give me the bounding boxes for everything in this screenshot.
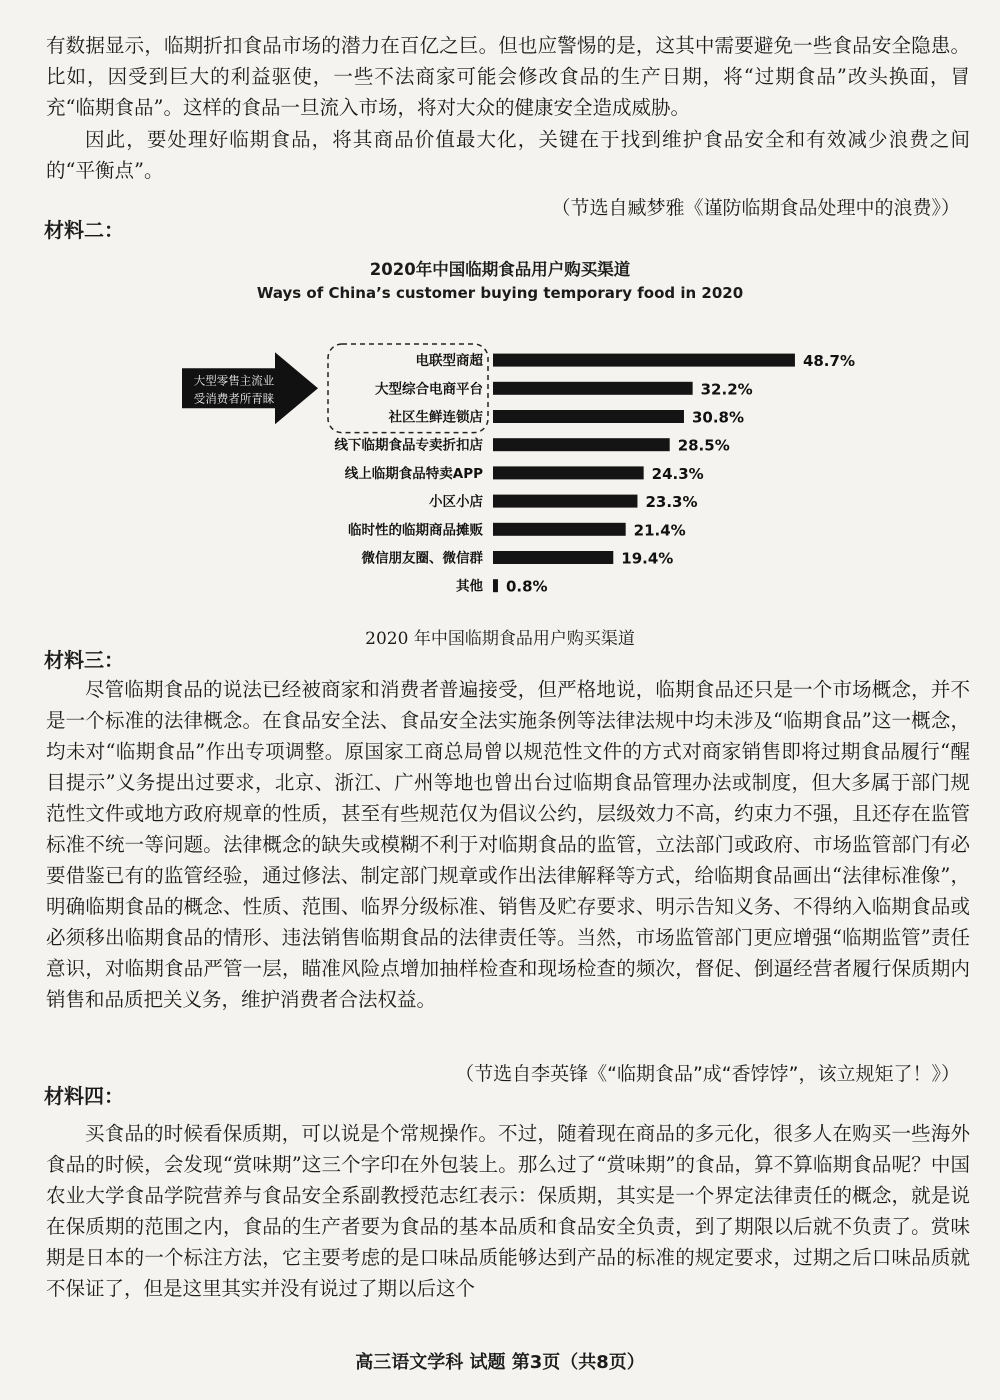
chart-category-label: 线上临期食品特卖APP bbox=[344, 465, 483, 482]
page-footer: 高三语文学科 试题 第3页（共8页） bbox=[355, 1352, 645, 1373]
material-3-source: （节选自李英锋《“临期食品”成“香饽饽”，该立规矩了！》） bbox=[455, 1063, 960, 1085]
chart-caption: 2020 年中国临期食品用户购买渠道 bbox=[365, 629, 635, 649]
chart-value-label: 48.7% bbox=[802, 352, 855, 371]
chart-annotation-arrow bbox=[182, 352, 318, 424]
chart-value-label: 30.8% bbox=[691, 408, 745, 427]
chart-category-label: 电联型商超 bbox=[415, 353, 483, 370]
chart-bar bbox=[493, 466, 644, 479]
chart-bar bbox=[493, 410, 684, 423]
chart-value-label: 28.5% bbox=[677, 436, 730, 455]
material-4-paragraph: 买食品的时候看保质期，可以说是个常规操作。不过，随着现在商品的多元化，很多人在购买一些海外食品的时候，会发现“赏味期”这三个字印在外包装上。那么过了“赏味期”的食品，算不算临期食品呢？中国农业大学食品学院营养与食品安全系副教授范志红表示：保质期，其实是一个界定法律责任的概念，就是说在保质期的范围之内，食品的生产者要为食品的基本品质和食品安全负责，到了期限以后就不负责了。赏味期是日本的一个标注方法，它主要考虑的是口味品质能够达到产品的标准的规定要求，过期之后口味品质就不保证了，但是这里其实并没有说过了期以后这个 bbox=[46, 1122, 970, 1300]
intro-paragraph-2: 因此，要处理好临期食品，将其商品价值最大化，关键在于找到维护食品安全和有效减少浪费之间的“平衡点”。 bbox=[46, 128, 970, 182]
material-3-heading: 材料三： bbox=[44, 648, 124, 672]
chart-bar bbox=[493, 551, 613, 564]
material-4-heading: 材料四： bbox=[44, 1084, 124, 1108]
chart-bar bbox=[493, 495, 637, 508]
chart-value-label: 32.2% bbox=[700, 380, 753, 399]
chart-category-label: 临时性的临期商品摊贩 bbox=[348, 522, 483, 539]
chart-annotation-text: 大型零售主流业 bbox=[193, 373, 275, 388]
chart-value-label: 24.3% bbox=[651, 464, 704, 483]
intro-paragraph-1: 有数据显示，临期折扣食品市场的潜力在百亿之巨。但也应警惕的是，这其中需要避免一些食品安全隐患。比如，因受到巨大的利益驱使，一些不法商家可能会修改食品的生产日期，将“过期食品”改头换面，冒充“临期食品”。这样的食品一旦流入市场，将对大众的健康安全造成威胁。 bbox=[46, 34, 970, 119]
chart-bar bbox=[493, 354, 795, 367]
chart-category-label: 小区小店 bbox=[429, 494, 483, 511]
chart-value-label: 0.8% bbox=[505, 577, 548, 596]
material-2-heading: 材料二： bbox=[44, 218, 124, 242]
chart-bar bbox=[493, 438, 670, 451]
chart-bar bbox=[493, 382, 693, 395]
chart-category-label: 其他 bbox=[456, 578, 483, 595]
chart-subtitle: Ways of China’s customer buying temporary food in 2020 bbox=[256, 284, 744, 302]
chart-category-label: 社区生鲜连锁店 bbox=[388, 409, 483, 426]
purchase-channel-bar-chart bbox=[0, 330, 1000, 610]
chart-annotation-text: 受消费者所青睐 bbox=[193, 391, 275, 406]
chart-category-label: 线下临期食品专卖折扣店 bbox=[334, 437, 483, 454]
chart-value-label: 19.4% bbox=[621, 549, 674, 568]
chart-value-label: 23.3% bbox=[645, 493, 698, 512]
chart-title: 2020年中国临期食品用户购买渠道 bbox=[369, 260, 631, 279]
chart-category-label: 微信朋友圈、微信群 bbox=[361, 550, 483, 567]
chart-value-label: 21.4% bbox=[633, 521, 686, 540]
chart-bar bbox=[493, 523, 626, 536]
intro-source: （节选自臧梦雅《谨防临期食品处理中的浪费》） bbox=[551, 197, 960, 219]
chart-bar bbox=[493, 579, 498, 592]
material-3-paragraph: 尽管临期食品的说法已经被商家和消费者普遍接受，但严格地说，临期食品还只是一个市场概念，并不是一个标准的法律概念。在食品安全法、食品安全法实施条例等法律法规中均未涉及“临期食品”这一概念，均未对“临期食品”作出专项调整。原国家工商总局曾以规范性文件的方式对商家销售即将过期食品履行“醒目提示”义务提出过要求，北京、浙江、广州等地也曾出台过临期食品管理办法或制度，但大多属于部门规范性文件或地方政府规章的性质，甚至有些规范仅为倡议公约，层级效力不高，约束力不强，且还存在监管标准不统一等问题。法律概念的缺失或模糊不利于对临期食品的监管，立法部门或政府、市场监管部门有必要借鉴已有的监管经验，通过修法、制定部门规章或作出法律解释等方式，给临期食品画出“法律标准像”，明确临期食品的概念、性质、范围、临界分级标准、销售及贮存要求、明示告知义务、不得纳入临期食品或必须移出临期食品的情形、违法销售临期食品的法律责任等。当然，市场监管部门更应增强“临期监管”责任意识，对临期食品严管一层，瞄准风险点增加抽样检查和现场检查的频次，督促、倒逼经营者履行保质期内销售和品质把关义务，维护消费者合法权益。 bbox=[46, 678, 970, 1011]
chart-category-label: 大型综合电商平台 bbox=[375, 381, 483, 398]
